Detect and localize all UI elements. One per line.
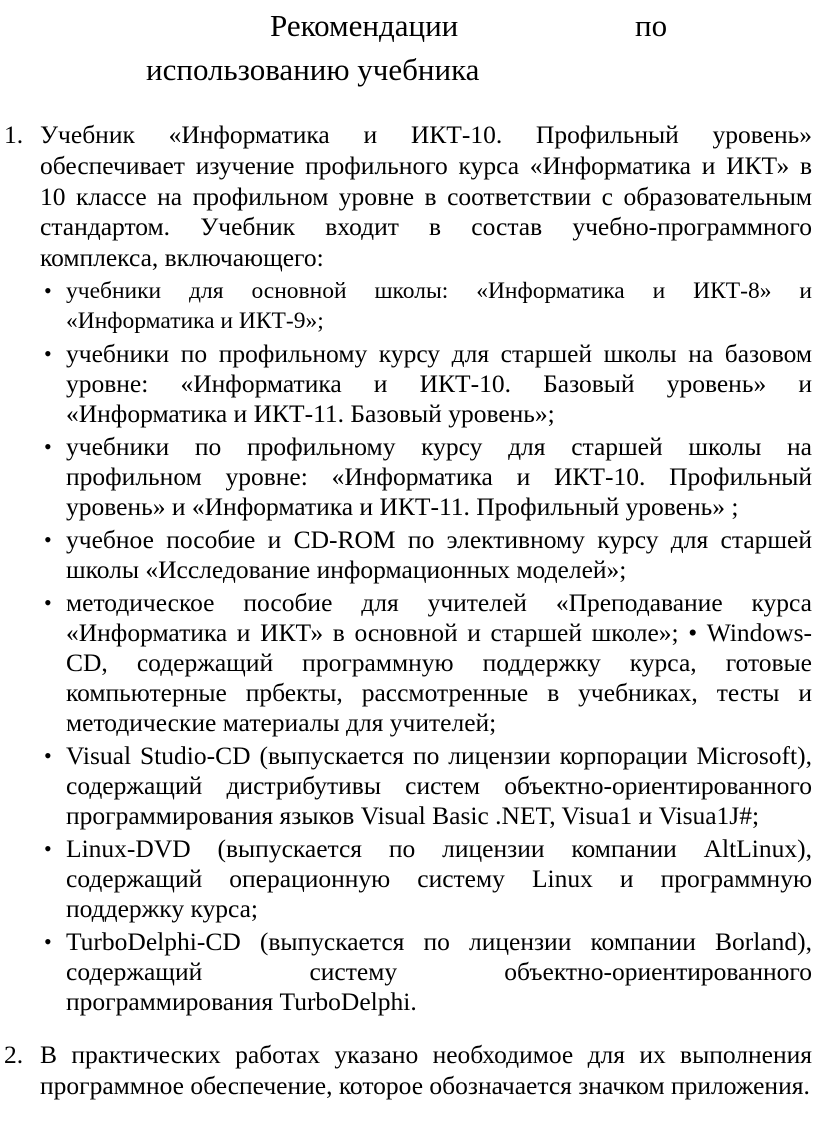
bullet-marker: • <box>44 434 52 459</box>
bullet-item <box>40 588 812 738</box>
item-1-number: 1. <box>4 120 24 149</box>
item-2-number: 2. <box>4 1040 24 1069</box>
item-1-text: Учебник «Информатика и ИКТ-10. Профильный уровень» обеспечивает изучение профильного курса «Информатика и ИКТ» в 10 классе на профильном уровне в соответствии с образовательным стандартом. Учебник входит в состав учебно-программного комплекса, включающего: <box>40 120 812 273</box>
bullet-text: учебное пособие и CD-ROM по элективному курсу для старшей школы «Исследование информационных моделей»; <box>66 525 812 584</box>
bullet-text: Visual Studio-CD (выпускается по лицензии корпорации Microsoft), содержащий дистрибутивы систем объектно-ориентированного программирования языков Visual Basic .NET, Visua1 и Visua1J#; <box>66 741 812 830</box>
bullet-text: учебники для основной школы: «Информатика и ИКТ-8» и «Информатика и ИКТ-9»; <box>66 278 812 334</box>
bullet-marker: • <box>44 836 52 861</box>
item-2-text: В практических работах указано необходимое для их выполнения программное обеспечение, которое обозначается значком приложения. <box>40 1040 812 1100</box>
bullet-item <box>40 276 812 336</box>
bullet-marker: • <box>44 527 52 552</box>
bullet-item <box>40 339 812 429</box>
bullet-text: TurboDelphi-CD (выпускается по лицензии компании Borland), содержащий систему объектно-ориентированного программирования TurboDelphi. <box>66 927 812 1016</box>
bullet-text: учебники по профильному курсу для старшей школы на базовом уровне: «Информатика и ИКТ-10. Базовый уровень» и «Информатика и ИКТ-11. Базовый уровень»; <box>66 339 812 428</box>
bullet-item <box>40 525 812 585</box>
bullet-list <box>40 276 812 1020</box>
bullet-marker: • <box>44 341 52 366</box>
bullet-item <box>40 432 812 522</box>
title-word-po: по <box>635 8 668 43</box>
title-word-recommendations: Рекомендации <box>270 8 459 43</box>
bullet-marker: • <box>44 278 52 303</box>
bullet-marker: • <box>44 590 52 615</box>
bullet-text: учебники по профильному курсу для старшей школы на профильном уровне: «Информатика и ИКТ-10. Профильный уровень» и «Информатика и ИКТ-11. Профильный уровень» ; <box>66 432 812 521</box>
bullet-item <box>40 927 812 1017</box>
bullet-marker: • <box>44 743 52 768</box>
bullet-item <box>40 741 812 831</box>
bullet-text: методическое пособие для учителей «Преподавание курса «Информатика и ИКТ» в основной и старшей школе»; • Windows-CD, содержащий программную поддержку курса, готовые компьютерные прбекты, рассмотренные в учебниках, тесты и методические материалы для учителей; <box>66 588 812 737</box>
bullet-marker: • <box>44 929 52 954</box>
bullet-text: Linux-DVD (выпускается по лицензии компании AltLinux), содержащий операционную систему Linux и программную поддержку курса; <box>66 834 812 923</box>
title-line-2: использованию учебника <box>146 52 480 87</box>
bullet-item <box>40 834 812 924</box>
